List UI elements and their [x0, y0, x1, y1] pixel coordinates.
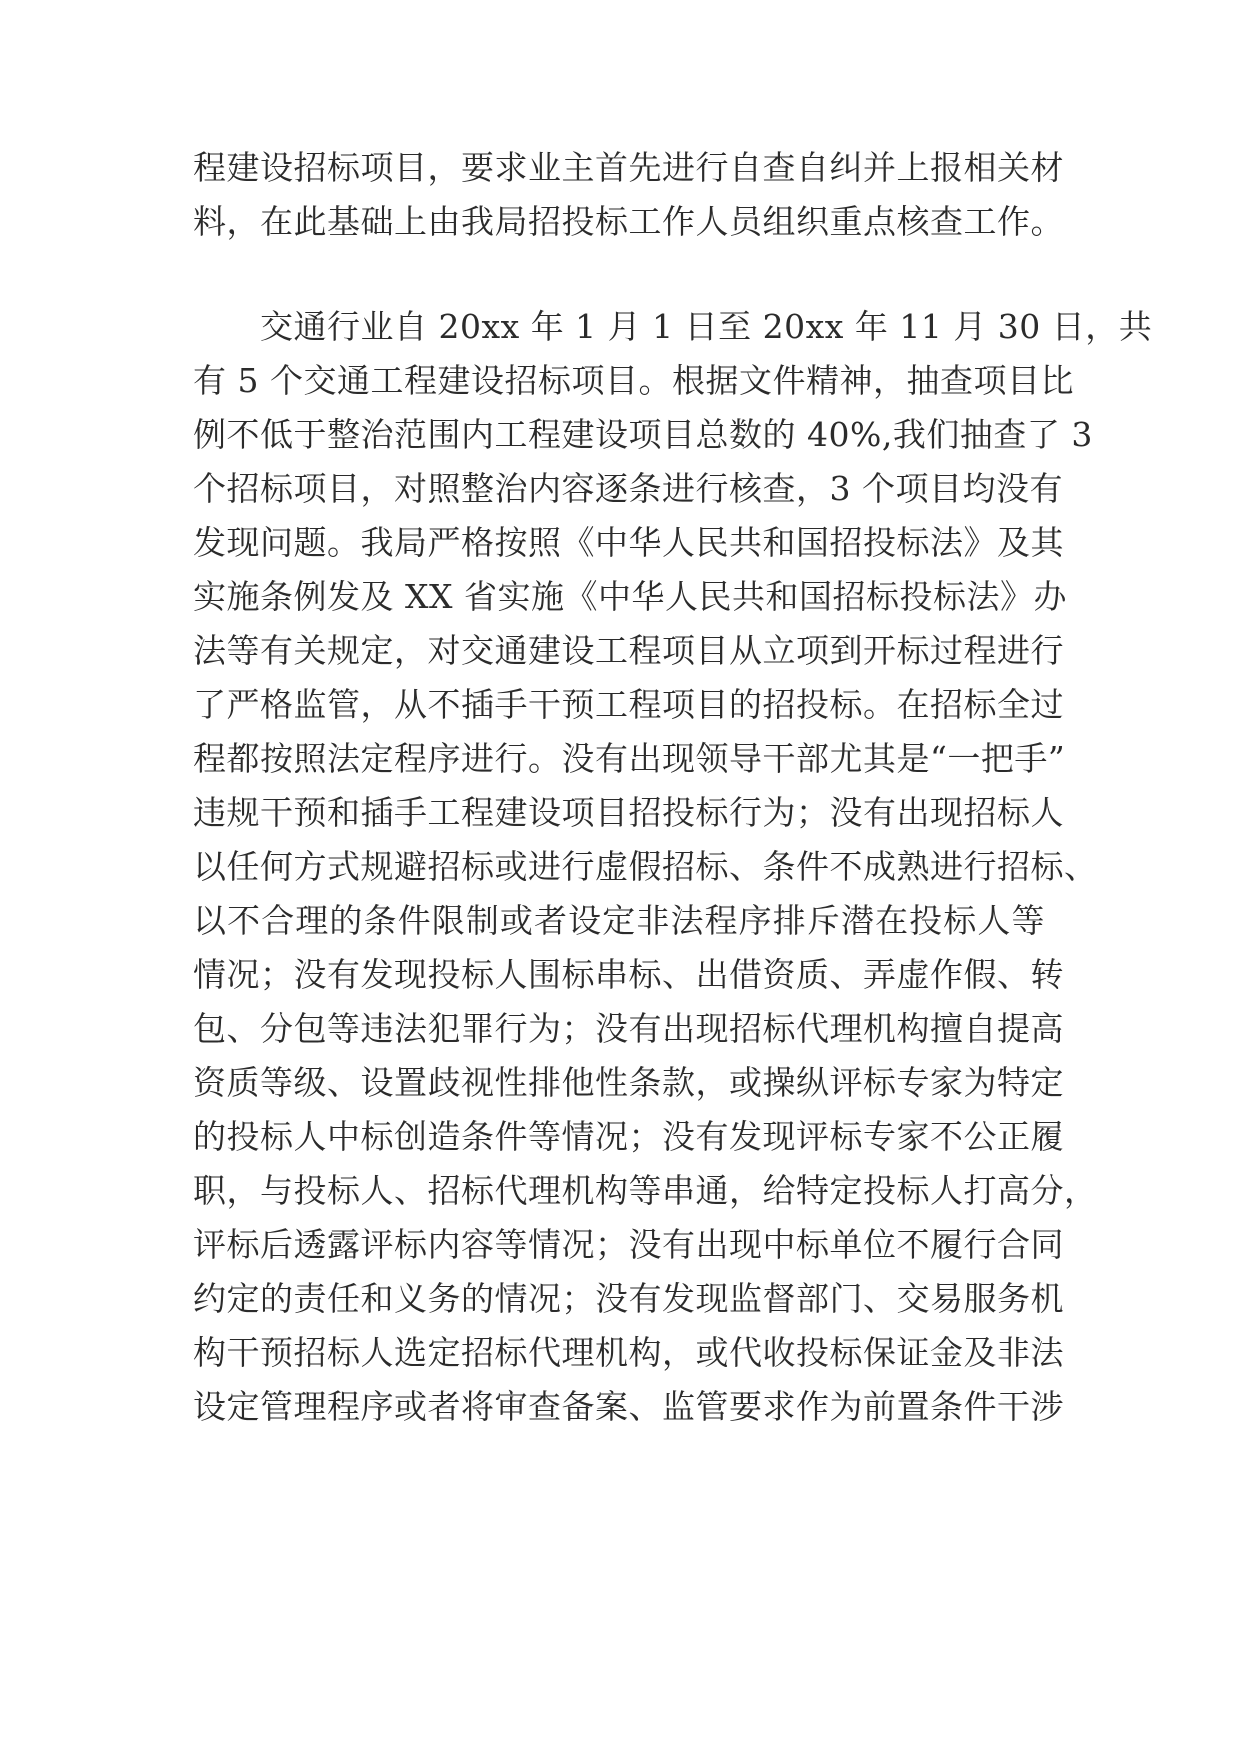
- paragraph-2-line-1: 交通行业自 20xx 年 1 月 1 日至 20xx 年 11 月 30 日，共: [260, 307, 1153, 346]
- paragraph-2-line-7: 法等有关规定，对交通建设工程项目从立项到开标过程进行: [193, 631, 1064, 670]
- paragraph-2-line-17: 职，与投标人、招标代理机构等串通，给特定投标人打高分，: [193, 1171, 1098, 1210]
- paragraph-2-line-14: 包、分包等违法犯罪行为；没有出现招标代理机构擅自提高: [193, 1009, 1064, 1048]
- paragraph-2-line-13: 情况；没有发现投标人围标串标、出借资质、弄虚作假、转: [193, 955, 1064, 994]
- paragraph-2-line-9: 程都按照法定程序进行。没有出现领导干部尤其是“一把手”: [193, 739, 1066, 778]
- paragraph-2-line-10: 违规干预和插手工程建设项目招投标行为；没有出现招标人: [193, 793, 1064, 832]
- paragraph-2-line-11: 以任何方式规避招标或进行虚假招标、条件不成熟进行招标、: [193, 847, 1098, 886]
- paragraph-2-line-18: 评标后透露评标内容等情况；没有出现中标单位不履行合同: [193, 1225, 1064, 1264]
- paragraph-2-line-19: 约定的责任和义务的情况；没有发现监督部门、交易服务机: [193, 1279, 1064, 1318]
- paragraph-2-line-15: 资质等级、设置歧视性排他性条款，或操纵评标专家为特定: [193, 1063, 1064, 1102]
- paragraph-2-line-6: 实施条例发及 XX 省实施《中华人民共和国招标投标法》办: [193, 577, 1067, 616]
- paragraph-2-line-21: 设定管理程序或者将审查备案、监管要求作为前置条件干涉: [193, 1387, 1064, 1426]
- paragraph-1-line-1: 程建设招标项目，要求业主首先进行自查自纠并上报相关材: [193, 148, 1064, 187]
- paragraph-2-line-5: 发现问题。我局严格按照《中华人民共和国招投标法》及其: [193, 523, 1064, 562]
- paragraph-1-line-2: 料，在此基础上由我局招投标工作人员组织重点核查工作。: [193, 202, 1064, 241]
- paragraph-2-line-20: 构干预招标人选定招标代理机构，或代收投标保证金及非法: [193, 1333, 1064, 1372]
- paragraph-2-line-12: 以不合理的条件限制或者设定非法程序排斥潜在投标人等: [193, 901, 1045, 940]
- paragraph-2-line-2: 有 5 个交通工程建设招标项目。根据文件精神，抽查项目比: [193, 361, 1074, 400]
- paragraph-2-line-16: 的投标人中标创造条件等情况；没有发现评标专家不公正履: [193, 1117, 1064, 1156]
- paragraph-2-line-8: 了严格监管，从不插手干预工程项目的招投标。在招标全过: [193, 685, 1064, 724]
- paragraph-2-line-4: 个招标项目，对照整治内容逐条进行核查，3 个项目均没有: [193, 469, 1063, 508]
- paragraph-2-line-3: 例不低于整治范围内工程建设项目总数的 40%,我们抽查了 3: [193, 415, 1093, 454]
